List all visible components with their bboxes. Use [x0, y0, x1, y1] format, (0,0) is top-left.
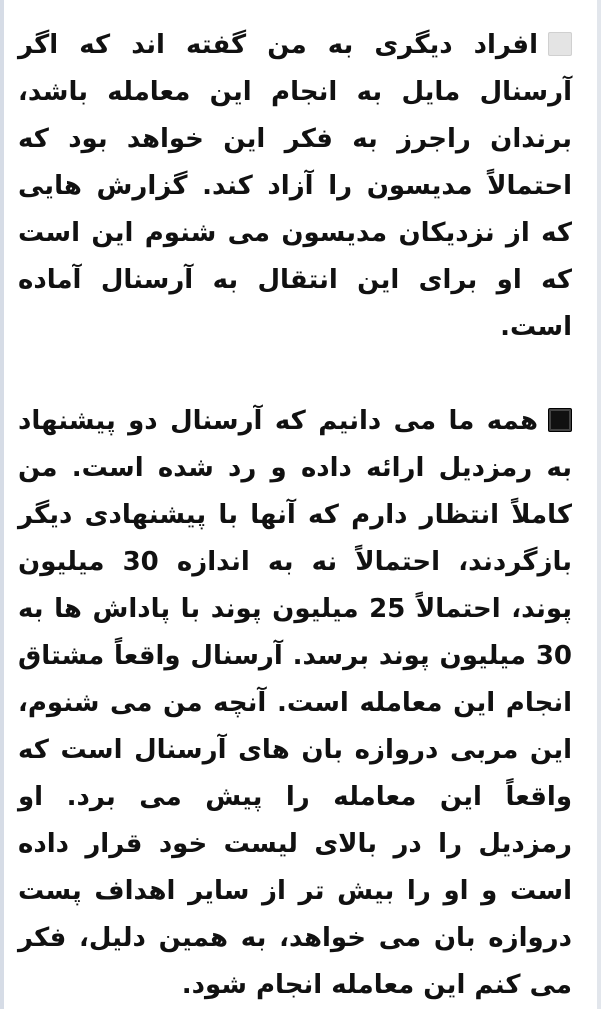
dark-square-icon: [548, 408, 572, 432]
left-edge: [0, 0, 4, 1009]
light-square-icon: [548, 32, 572, 56]
right-edge: [597, 0, 601, 1009]
paragraph-2-text: همه ما می دانیم که آرسنال دو پیشنهاد به رمزدیل ارائه داده و رد شده است. من کاملاً انتظار دارم که آنها با پیشنهادی دیگر بازگردند، احتمالاً نه به اندازه 30 میلیون پوند، احتمالاً 25 میلیون پوند با پاداش ها به 30 میلیون پوند برسد. آرسنال واقعاً مشتاق انجام این معامله است. آنچه من می شنوم، این مربی دروازه بان های آرسنال است که واقعاً این معامله را پیش می برد. او رمزدیل را در بالای لیست خود قرار داده است و او را بیش تر از سایر اهداف پست دروازه بان می خواهد، به همین دلیل، فکر می کنم این معامله انجام شود.: [18, 406, 572, 1000]
article-body: [18, 22, 572, 1009]
paragraph-1: [18, 22, 572, 351]
paragraph-1-text: افراد دیگری به من گفته اند که اگر آرسنال مایل به انجام این معامله باشد، برندان راجرز به فکر این خواهد بود که احتمالاً مدیسون را آزاد کند. گزارش هایی که از نزدیکان مدیسون می شنوم این است که او برای این انتقال به آرسنال آماده است.: [18, 30, 572, 342]
paragraph-2: [18, 398, 572, 1009]
